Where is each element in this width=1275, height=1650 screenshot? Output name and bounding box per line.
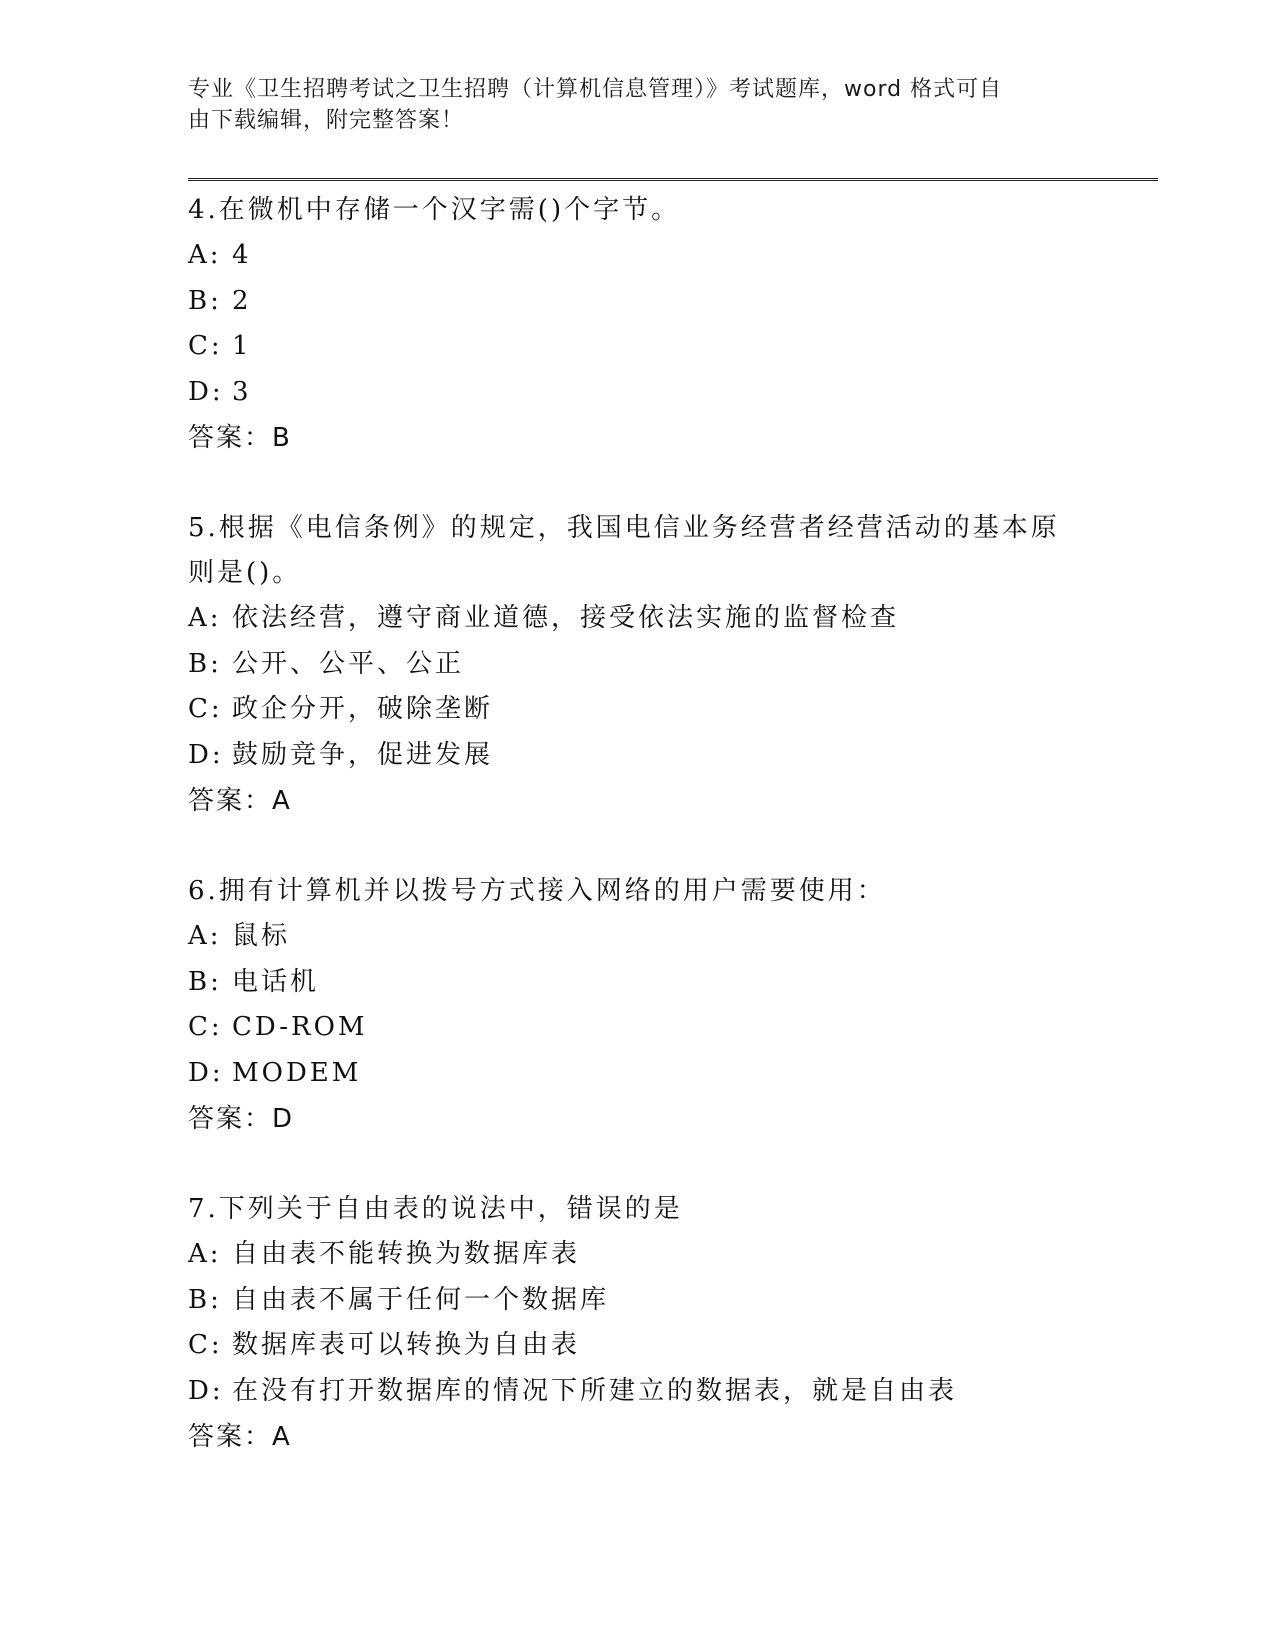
option-a [188, 233, 1148, 279]
option-a [188, 914, 1148, 960]
answer-label: 答案：D [188, 1104, 295, 1134]
option-letter: D: [188, 1375, 224, 1406]
answer-label: 答案：A [188, 1422, 292, 1452]
option-c [188, 1323, 1148, 1369]
option-text: 数据库表可以转换为自由表 [232, 1330, 581, 1360]
option-letter: D: [188, 739, 224, 770]
option-c [188, 324, 1148, 370]
option-text: 电话机 [232, 966, 320, 997]
question-6 [188, 869, 1148, 1142]
header-line-2: 由下载编辑，附完整答案！ [188, 108, 465, 133]
option-text: 3 [232, 376, 252, 407]
option-text: 4 [232, 240, 252, 270]
question-5 [188, 506, 1148, 824]
option-text: 依法经营，遵守商业道德，接受依法实施的监督检查 [232, 603, 900, 633]
option-text: 鼓励竞争，促进发展 [232, 739, 494, 770]
option-text: 2 [232, 285, 252, 316]
option-text: MODEM [232, 1057, 362, 1088]
option-letter: A: [188, 240, 222, 270]
option-a [188, 1232, 1148, 1278]
option-letter: A: [188, 921, 222, 951]
option-letter: B: [188, 966, 222, 997]
option-text: 1 [232, 331, 252, 361]
option-letter: C: [188, 694, 223, 724]
question-stem: 7.下列关于自由表的说法中，错误的是 [188, 1194, 683, 1224]
question-stem: 6.拥有计算机并以拨号方式接入网络的用户需要使用： [188, 876, 886, 906]
option-letter: C: [188, 1330, 223, 1360]
option-c [188, 1005, 1148, 1051]
header-divider [188, 178, 1158, 182]
option-letter: C: [188, 1012, 223, 1042]
option-d [188, 1051, 1148, 1097]
option-text: 公开、公平、公正 [232, 648, 465, 679]
option-b [188, 960, 1148, 1006]
option-b [188, 1278, 1148, 1324]
question-4 [188, 188, 1148, 461]
option-letter: B: [188, 648, 222, 679]
option-text: CD-ROM [232, 1012, 368, 1042]
option-b [188, 642, 1148, 688]
question-stem-line-2: 则是()。 [188, 558, 302, 588]
option-letter: C: [188, 331, 223, 361]
question-stem: 4.在微机中存储一个汉字需()个字节。 [188, 195, 681, 225]
option-text: 政企分开，破除垄断 [232, 694, 494, 724]
option-b [188, 279, 1148, 325]
option-letter: A: [188, 603, 222, 633]
option-text: 自由表不能转换为数据库表 [232, 1239, 581, 1269]
option-letter: D: [188, 376, 224, 407]
option-d [188, 1369, 1148, 1415]
question-list [188, 188, 1148, 1505]
option-d [188, 733, 1148, 779]
question-stem-line-1: 5.根据《电信条例》的规定，我国电信业务经营者经营活动的基本原 [188, 513, 1060, 543]
option-a [188, 596, 1148, 642]
header-line-1: 专业《卫生招聘考试之卫生招聘（计算机信息管理）》考试题库，word 格式可自 [188, 77, 1003, 102]
option-d [188, 370, 1148, 416]
option-text: 自由表不属于任何一个数据库 [232, 1284, 610, 1315]
answer-label: 答案：B [188, 423, 292, 453]
option-c [188, 687, 1148, 733]
option-letter: B: [188, 285, 222, 316]
option-letter: B: [188, 1284, 222, 1315]
document-header [188, 74, 1068, 136]
option-letter: A: [188, 1239, 222, 1269]
answer-label: 答案：A [188, 786, 292, 816]
question-7 [188, 1187, 1148, 1460]
option-text: 鼠标 [232, 921, 291, 951]
option-text: 在没有打开数据库的情况下所建立的数据表，就是自由表 [232, 1375, 958, 1406]
option-letter: D: [188, 1057, 224, 1088]
